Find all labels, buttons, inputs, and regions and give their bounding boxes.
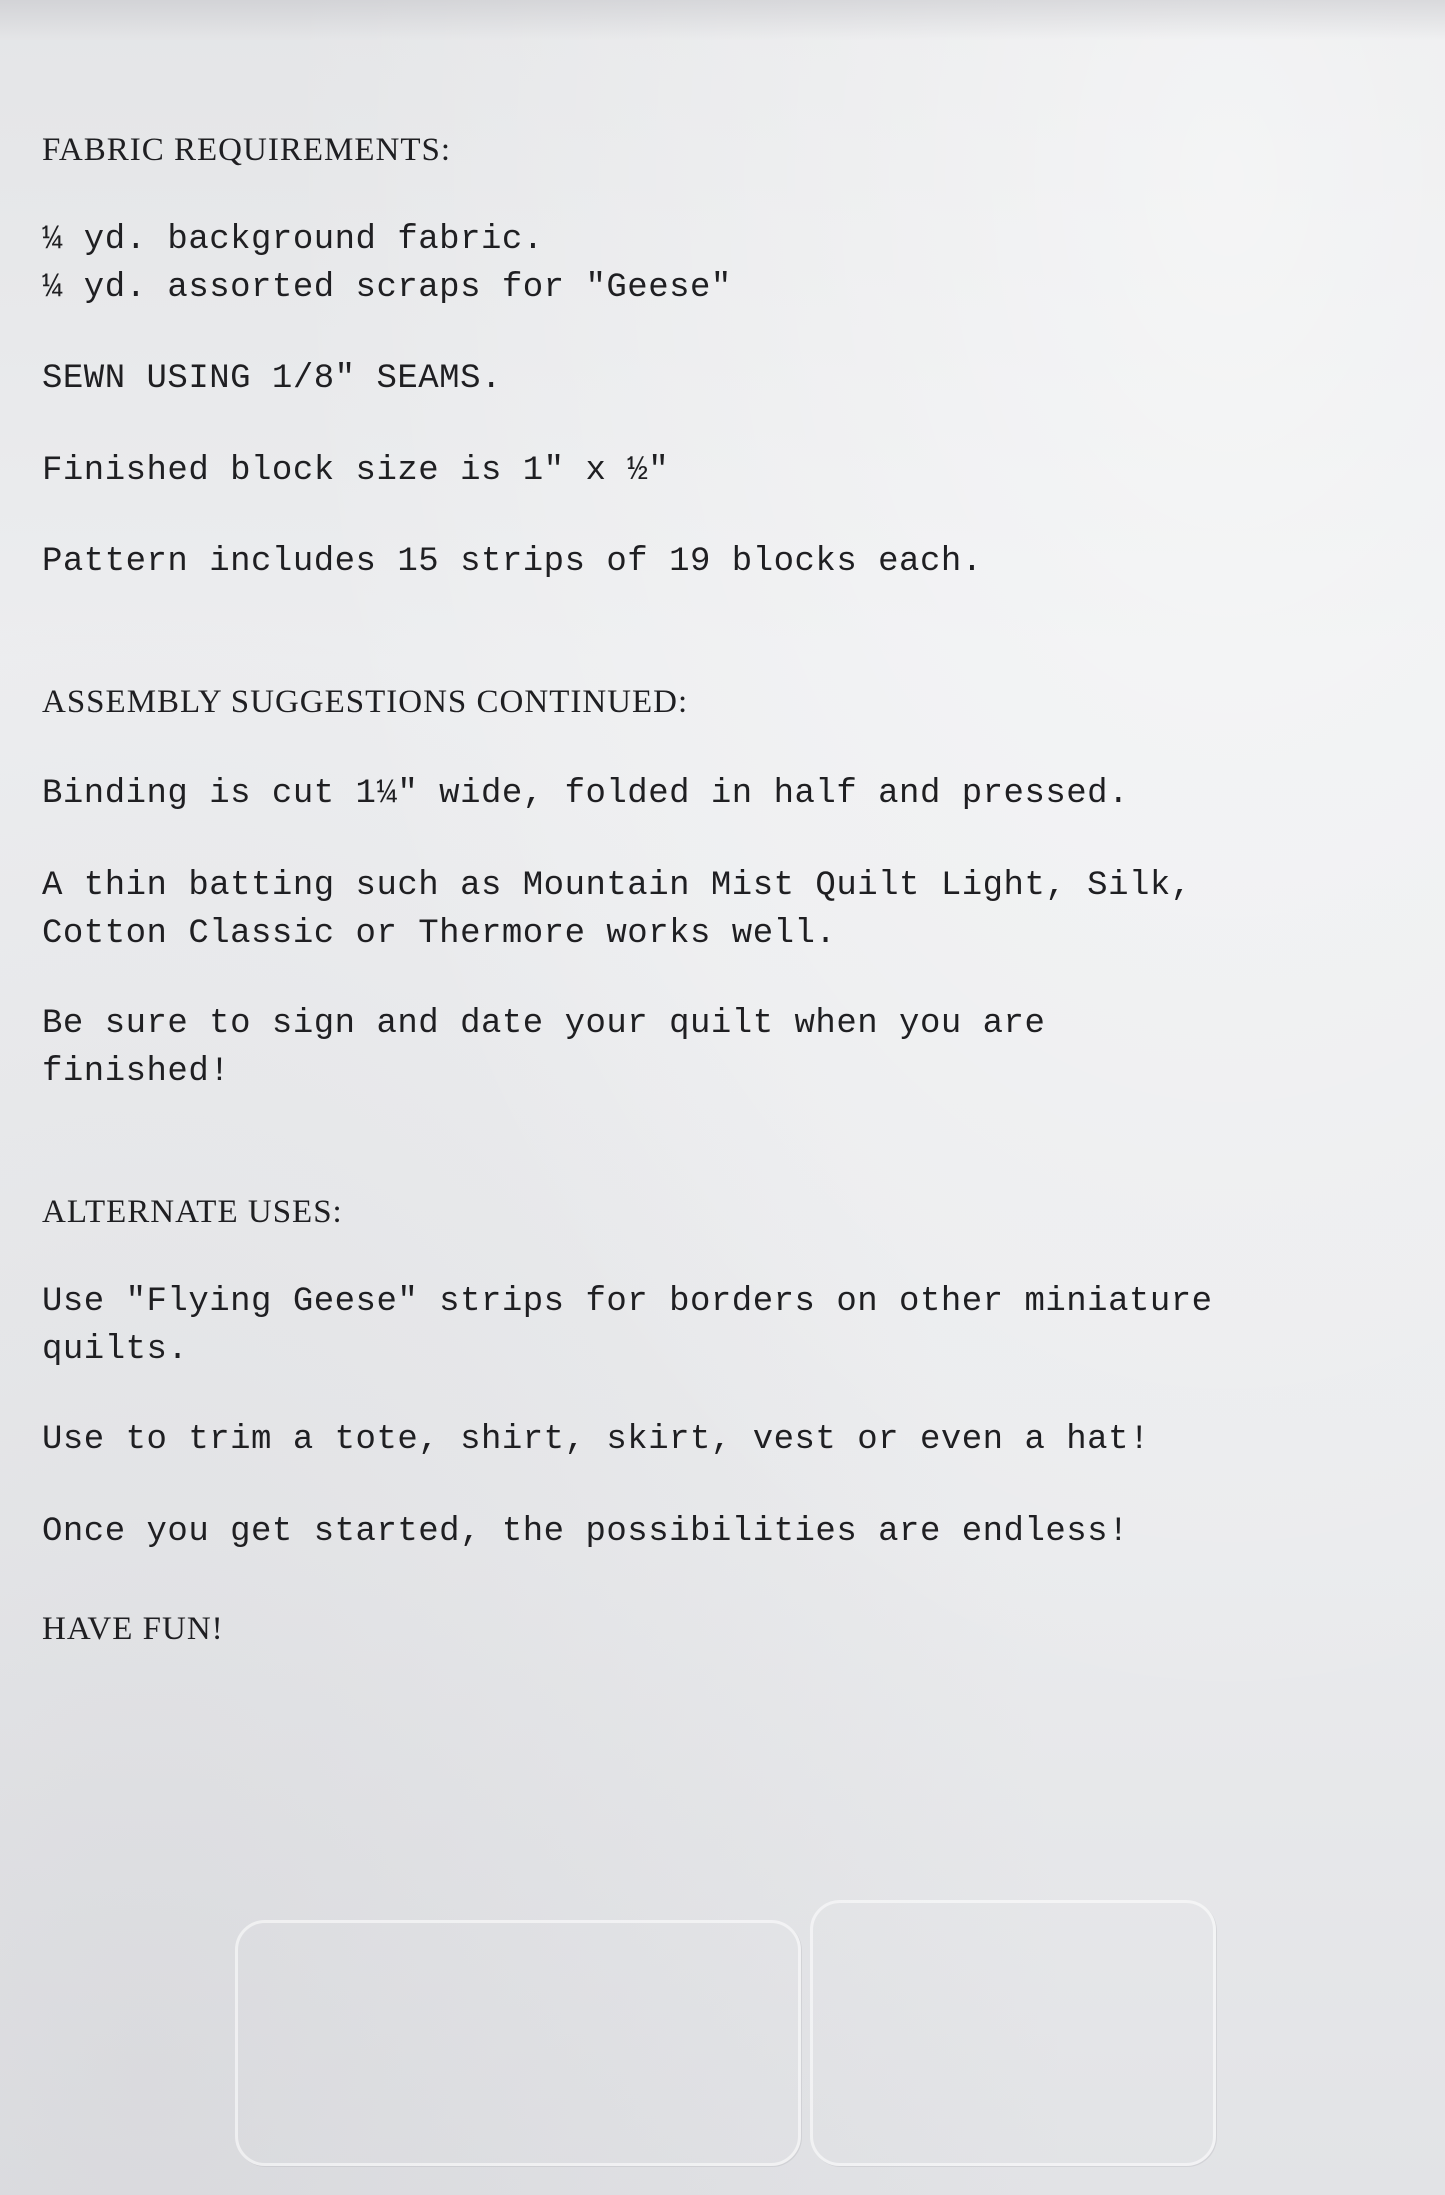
possibilities-line: Once you get started, the possibilities are endless! <box>42 1513 1129 1551</box>
assembly-section <box>42 678 1382 726</box>
sign-line-1: Be sure to sign and date your quilt when you are <box>42 1005 1046 1043</box>
seams-note <box>42 355 1382 403</box>
batting-line-2: Cotton Classic or Thermore works well. <box>42 915 837 953</box>
use-borders-note <box>42 1278 1382 1374</box>
fabric-list <box>42 216 1382 312</box>
closing-note <box>42 1605 1382 1653</box>
possibilities-note <box>42 1508 1382 1556</box>
binding-line: Binding is cut 1¼" wide, folded in half and pressed. <box>42 775 1129 813</box>
fabric-requirements-heading: FABRIC REQUIREMENTS: <box>42 132 452 168</box>
use-borders-line-1: Use "Flying Geese" strips for borders on other miniature <box>42 1283 1213 1321</box>
paper-emboss-left <box>235 1920 801 2166</box>
use-borders-line-2: quilts. <box>42 1331 189 1369</box>
seams-line: SEWN USING 1/8" SEAMS. <box>42 360 502 398</box>
alternate-uses-section <box>42 1188 1382 1236</box>
page-shadow <box>0 0 1445 40</box>
block-size-note <box>42 447 1382 495</box>
pattern-line: Pattern includes 15 strips of 19 blocks each. <box>42 543 983 581</box>
assembly-heading: ASSEMBLY SUGGESTIONS CONTINUED: <box>42 684 689 720</box>
closing-line: HAVE FUN! <box>42 1611 224 1647</box>
pattern-note <box>42 538 1382 586</box>
fabric-requirements-section <box>42 126 1382 174</box>
batting-line-1: A thin batting such as Mountain Mist Quilt Light, Silk, <box>42 867 1192 905</box>
block-size-line: Finished block size is 1" x ½" <box>42 452 670 490</box>
fabric-line-scraps: ¼ yd. assorted scraps for "Geese" <box>42 269 732 307</box>
binding-note <box>42 770 1382 818</box>
fabric-line-background: ¼ yd. background fabric. <box>42 221 544 259</box>
use-trim-line: Use to trim a tote, shirt, skirt, vest or even a hat! <box>42 1421 1150 1459</box>
paper-emboss-right <box>810 1900 1216 2166</box>
sign-line-2: finished! <box>42 1053 231 1091</box>
use-trim-note <box>42 1416 1382 1464</box>
batting-note <box>42 862 1382 958</box>
sign-note <box>42 1000 1382 1096</box>
alternate-uses-heading: ALTERNATE USES: <box>42 1194 343 1230</box>
